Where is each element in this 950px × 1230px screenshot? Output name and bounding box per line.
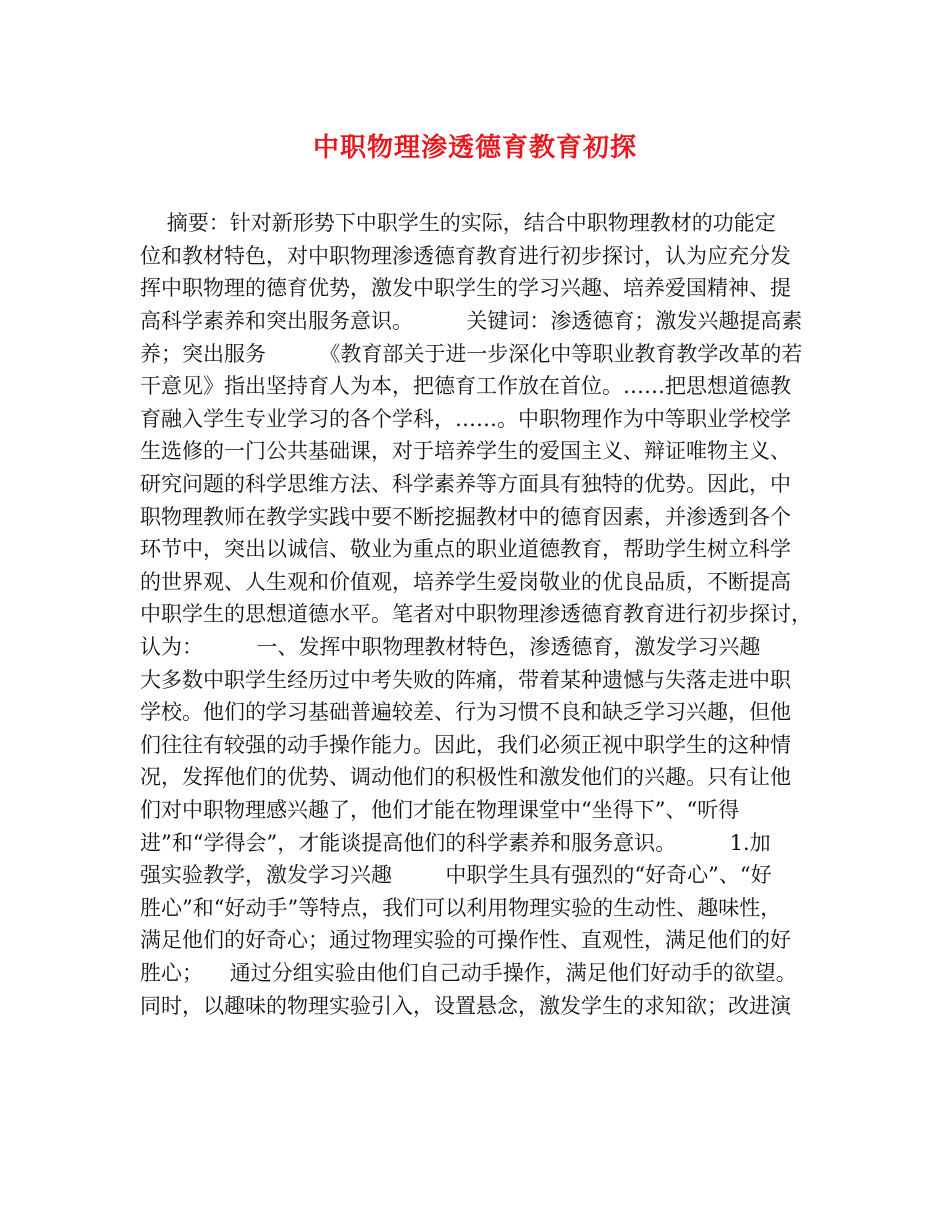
body-line: 位和教材特色，对中职物理渗透德育教育进行初步探讨，认为应充分发 xyxy=(140,244,791,268)
body-line: 满足他们的好奇心；通过物理实验的可操作性、直观性，满足他们的好 xyxy=(140,928,791,952)
body-line: 干意见》指出坚持育人为本，把德育工作放在首位。……把思想道德教 xyxy=(140,374,791,398)
body-line: 强实验教学，激发学习兴趣 中职学生具有强烈的“好奇心”、“好 xyxy=(140,863,772,887)
body-line: 职物理教师在教学实践中要不断挖掘教材中的德育因素，并渗透到各个 xyxy=(140,505,791,529)
body-line: 们往往有较强的动手操作能力。因此，我们必须正视中职学生的这种情 xyxy=(140,733,791,757)
body-line: 研究问题的科学思维方法、科学素养等方面具有独特的优势。因此，中 xyxy=(140,472,791,496)
body-line: 摘要：针对新形势下中职学生的实际，结合中职物理教材的功能定 xyxy=(140,211,776,235)
body-line: 胜心； 通过分组实验由他们自己动手操作，满足他们好动手的欲望。 xyxy=(140,961,797,985)
body-line: 中职学生的思想道德水平。笔者对中职物理渗透德育教育进行初步探讨， xyxy=(140,602,812,626)
body-line: 生选修的一门公共基础课，对于培养学生的爱国主义、辩证唯物主义、 xyxy=(140,439,791,463)
body-line: 挥中职物理的德育优势，激发中职学生的学习兴趣、培养爱国精神、提 xyxy=(140,276,791,300)
body-line: 养；突出服务 《教育部关于进一步深化中等职业教育教学改革的若 xyxy=(140,342,803,366)
body-line: 的世界观、人生观和价值观，培养学生爱岗敬业的优良品质，不断提高 xyxy=(140,570,791,594)
body-line: 同时，以趣味的物理实验引入，设置悬念，激发学生的求知欲；改进演 xyxy=(140,994,791,1018)
body-line: 育融入学生专业学习的各个学科，……。中职物理作为中等职业学校学 xyxy=(140,407,791,431)
body-line: 高科学素养和突出服务意识。 关键词：渗透德育；激发兴趣提高素 xyxy=(140,309,803,333)
body-line: 们对中职物理感兴趣了，他们才能在物理课堂中“坐得下”、“听得 xyxy=(140,798,740,822)
body-line: 况，发挥他们的优势、调动他们的积极性和激发他们的兴趣。只有让他 xyxy=(140,765,791,789)
body-line: 大多数中职学生经历过中考失败的阵痛，带着某种遗憾与失落走进中职 xyxy=(140,668,791,692)
body-line: 环节中，突出以诚信、敬业为重点的职业道德教育，帮助学生树立科学 xyxy=(140,537,791,561)
body-line: 胜心”和“好动手”等特点，我们可以利用物理实验的生动性、趣味性， xyxy=(140,896,782,920)
body-line: 学校。他们的学习基础普遍较差、行为习惯不良和缺乏学习兴趣，但他 xyxy=(140,700,791,724)
body-line: 认为： 一、发挥中职物理教材特色，渗透德育，激发学习兴趣 xyxy=(140,635,761,659)
body-line: 进”和“学得会”，才能谈提高他们的科学素养和服务意识。 1.加 xyxy=(140,831,771,855)
document-title: 中职物理渗透德育教育初探 xyxy=(312,133,637,163)
